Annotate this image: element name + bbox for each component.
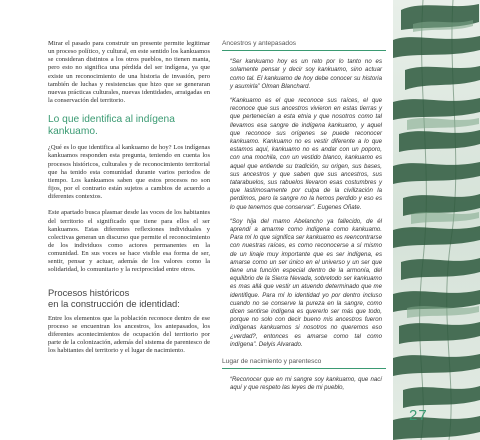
quote-delyis-alvarado: “Soy hija del mamo Abelancho ya fallecido, de él aprendí a amarme como indígena como kankuamo. Para mí lo que significa ser kankuamo es reencontrarse con nuestras raíces, es como reconocerse a sí mismo de un linaje muy importante que es ser indígena, es amarse como un ser único en el universo y un ser que tiene una función especial dentro de la armonía, del equilibrio de la Sierra Nevada, sobretodo ser kankuamo es mas allá que vestir un atuendo determinado que me identifique. Para mí lo identidad yo por dentro incluso cuando no se conserve la pureza en la sangre, como dicen sentirse indígena es quererlo ser más que todo, porque no solo con decir bueno mis ancestros fueron indígenas kankuamos si nosotros no queremos eso ¿verdad?, entonces es amarse como tal como indígena”. Delyis Alvarado. — [230, 217, 382, 348]
section-heading-historical-processes — [48, 287, 210, 309]
heading-line-1: Procesos históricos — [48, 286, 130, 298]
identity-paragraph: ¿Qué es lo que identifica al kankuamo de hoy? Los indígenas kankuamos responden esta pregunta, teniendo en cuenta los procesos históricos, culturales y de reconocimiento territorial que ha tenido esta comunidad durante varios periodos de tiempo. Los kankuamos saben que estos procesos no son fijos, por el contrario están sujetos a cambios de acuerdo a diferentes contextos. — [48, 144, 210, 201]
page-number: 27 — [409, 407, 428, 424]
intro-paragraph: Mirar el pasado para construir un presente permite legitimar un proceso político, y cultural, en este sentido los kankuamos se consideran distintos a los otros pueblos, no tienen manta, pero esto no significa una pérdida del ser indígena, ya que existe un reconocimiento de una historia de invasión, pero también de luchas y resistencias que hizo que se generaran nuevas prácticas culturales, nuevas identidades, arraigadas en la conservación del territorio. — [48, 40, 210, 105]
section-title-ancestors: Ancestros y antepasados — [222, 40, 386, 51]
section-title-birthplace: Lugar de nacimiento y parentesco — [222, 358, 386, 369]
quote-birthplace: “Reconocer que en mi sangre soy kankuamo, que nací aquí y que respeto las leyes de mi pueblo, — [230, 376, 382, 392]
quote-olman-blanchard: “Ser kankuamo hoy es un reto por lo tanto no es solamente pensar y decir soy kankuamo, sino actuar como tal. El kankuamo de hoy debe conocer su historia y asumirla” Olman Blanchard. — [230, 58, 382, 90]
elements-paragraph: Entre los elementos que la población reconoce dentro de ese proceso se encuentran los ancestros, los antepasados, los diferentes acontecimientos de ocupación del territorio por parte de la colonización, además del sistema de parentesco de los habitantes del territorio y el lugar de nacimiento. — [48, 314, 210, 355]
section-heading-identity: Lo que identifica al indígena kankuamo. — [48, 114, 175, 138]
leaf-photo-strip — [393, 0, 480, 440]
heading-line-2: en la construcción de identidad: — [48, 297, 180, 309]
right-column — [222, 40, 386, 393]
leaf-photo-image — [393, 0, 480, 440]
quote-eugenes-onate: “Kankuamo es el que reconoce sus raíces, el que reconoce que sus ancestros vivieron en estas tierras y que pertenecían a esta etnia y que nosotros como tal llevamos esa sangre de indígena kankuamo, y aquel que reconoce sus orígenes se puede reconocer kankuamo. Kankuamo no es vestir diferente a lo que estamos aquí, kankuamo no es andar con un poporo, con una mochila, con un vestido blanco, kankuamo es aquel que entiende su tradición, su origen, sus bases, sus ancestros y que saben que sus ancestros, sus tatarabuelos, sus rabuelos llevaron esas costumbres y que lastimosamente por culpa de la civilización la perdimos, pero la sangre no la hemos perdido y eso es lo que tenemos que conservar”. Eugenes Oñate. — [230, 96, 382, 211]
voices-paragraph: Este apartado busca plasmar desde las voces de los habitantes del territorio el significado que tiene para ellos el ser kankuamos. Estas diferentes reflexiones individuales y colectivas generan un discurso que permite el reconocimiento de los individuos como actores permanentes en la comunidad. En sus voces se hace visible esa forma de ser, sentir, pensar y actuar, además de los valores como la solidaridad, lo comunitario y la reciprocidad entre otros. — [48, 209, 210, 274]
left-column — [48, 40, 210, 355]
